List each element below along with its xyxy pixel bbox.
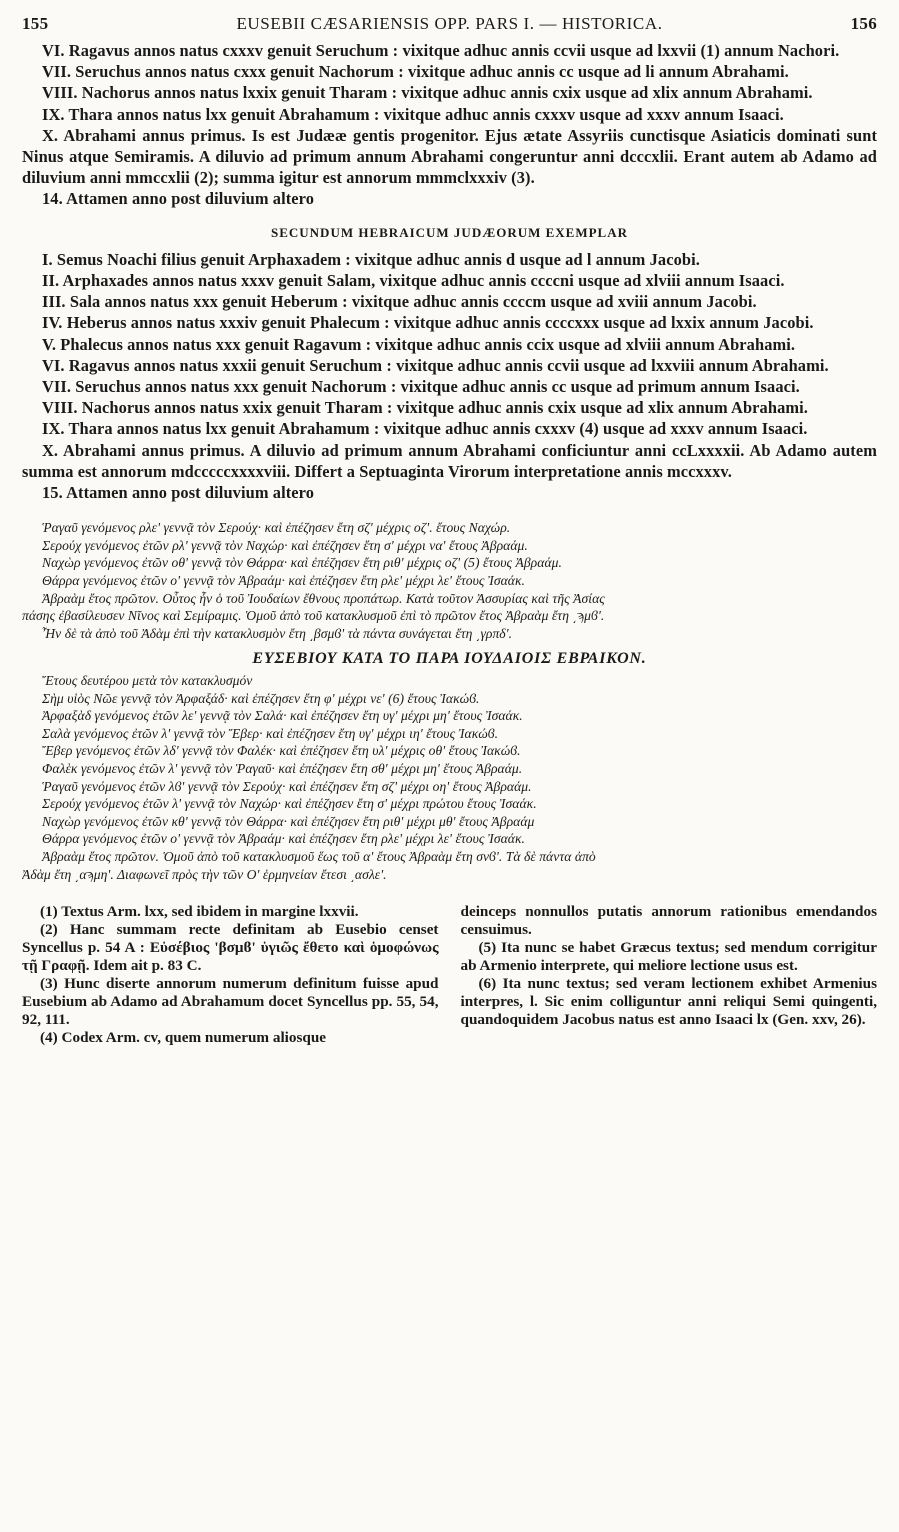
greek-line: Ἀβραὰμ ἔτος πρῶτον. Οὗτος ἦν ὁ τοῦ Ἰουδαίων ἔθνους προπάτωρ. Κατὰ τοῦτον Ἀσσυρίας καὶ τῆς Ἀσίας (42, 590, 605, 606)
latin-paragraph: IV. Heberus annos natus xxxiv genuit Phalecum : vixitque adhuc annis ccccxxx usque ad lxxix annum Jacobi. (42, 313, 814, 333)
latin-paragraph: I. Semus Noachi filius genuit Arphaxadem : vixitque adhuc annis d usque ad l annum Jacobi. (42, 249, 700, 269)
running-title: EUSEBII CÆSARIENSIS OPP. PARS I. — HISTORICA. (236, 14, 663, 33)
latin-paragraph: VII. Seruchus annos natus xxx genuit Nachorum : vixitque adhuc annis cc usque ad primum annum Isaaci. (42, 377, 800, 397)
footnote: (1) Textus Arm. lxx, sed ibidem in margine lxxvii. (40, 903, 359, 921)
latin-paragraph: VI. Ragavus annos natus xxxii genuit Seruchum : vixitque adhuc annis ccvii usque ad lxxviii annum Abrahami. (42, 355, 829, 375)
right-page-number: 156 (850, 14, 877, 33)
latin-paragraph: III. Sala annos natus xxx genuit Heberum : vixitque adhuc annis ccccm usque ad xviii annum Jacobi. (42, 292, 757, 312)
greek-line: Ἔβερ γενόμενος ἐτῶν λδ' γεννᾷ τὸν Φαλέκ· καὶ ἐπέζησεν ἔτη υλ' μέχρις οθ' ἔτους Ἰακώϐ. (42, 743, 521, 759)
latin-paragraph: X. Abrahami annus primus. A diluvio ad primum annum Abrahami conficiuntur anni ccLxxxxii. Ab Adamo autem summa est annorum mdcccccxxxxviii. Differt a Septuaginta Virorum interpretatione annis mccxxxv. (22, 440, 877, 481)
footnotes (22, 903, 877, 1047)
greek-line: Θάρρα γενόμενος ἐτῶν ο' γεννᾷ τὸν Ἀβραάμ· καὶ ἐπέζησεν ἔτη ρλε' μέχρι λε' ἔτους Ἰσαάκ. (42, 831, 525, 847)
latin-paragraph: 15. Attamen anno post diluvium altero (42, 483, 315, 503)
greek-line: Ῥαγαῦ γενόμενος ἐτῶν λϐ' γεννᾷ τὸν Σερούχ· καὶ ἐπέζησεν ἔτη σζ' μέχρι οη' ἔτους Ἀβραάμ. (42, 778, 532, 794)
latin-paragraph: IX. Thara annos natus lxx genuit Abrahamum : vixitque adhuc annis cxxxv usque ad xxxv annum Isaaci. (42, 104, 784, 124)
greek-line: Ῥαγαῦ γενόμενος ρλε' γεννᾷ τὸν Σερούχ· καὶ ἐπέζησεν ἔτη σζ' μέχρις οζ'. ἔτους Ναχώρ. (42, 520, 511, 536)
left-page-number: 155 (22, 14, 49, 33)
greek-line: Σαλὰ γενόμενος ἐτῶν λ' γεννᾷ τὸν Ἔβερ· καὶ ἐπέζησεν ἔτη υγ' μέχρι ιη' ἔτους Ἰακώϐ. (42, 725, 499, 741)
running-header (22, 14, 877, 40)
greek-line: Ἔτους δευτέρου μετὰ τὸν κατακλυσμόν (42, 673, 253, 689)
greek-line: Ἦν δὲ τὰ ἀπὸ τοῦ Ἀδὰμ ἐπὶ τὴν κατακλυσμὸν ἔτη ͵βσμϐ' τὰ πάντα συνάγεται ἔτη ͵γρπδ'. (42, 625, 513, 641)
greek-section-title: ΕΥΣΕΒΙΟΥ ΚΑΤΑ ΤΟ ΠΑΡΑ ΙΟΥΔΑΙΟΙΣ ΕΒΡΑΙΚΟΝ. (252, 650, 647, 668)
latin-paragraph: IX. Thara annos natus lxx genuit Abrahamum : vixitque adhuc annis cxxxv (4) usque ad xxxv annum Isaaci. (42, 419, 808, 439)
greek-line: Ἀδὰμ ἔτη ͵αϡμη'. Διαφωνεῖ πρὸς τὴν τῶν Ο' ἑρμηνείαν ἔτεσι ͵ασλε'. (22, 866, 387, 882)
greek-line: Θάρρα γενόμενος ἐτῶν ο' γεννᾷ τὸν Ἀβραάμ· καὶ ἐπέζησεν ἔτη ρλε' μέχρι λε' ἔτους Ἰσαάκ. (42, 573, 525, 589)
greek-line: Ἀβραὰμ ἔτος πρῶτον. Ὁμοῦ ἀπὸ τοῦ κατακλυσμοῦ ἕως τοῦ α' ἔτους Ἀβραὰμ ἔτη σνϐ'. Τὰ δὲ πάντα ἀπὸ (42, 848, 596, 864)
greek-line: Σὴμ υἱὸς Νῶε γεννᾷ τὸν Ἀρφαξάδ· καὶ ἐπέζησεν ἔτη φ' μέχρι νε' (6) ἔτους Ἰακώϐ. (42, 690, 480, 706)
greek-line: Σερούχ γενόμενος ἐτῶν ρλ' γεννᾷ τὸν Ναχώρ· καὶ ἐπέζησεν ἔτη σ' μέχρι να' ἔτους Ἀβραάμ. (42, 537, 528, 553)
footnote: (4) Codex Arm. cv, quem numerum aliosque (40, 1029, 327, 1047)
footnote: (2) Hanc summam recte definitam ab Eusebio censet Syncellus p. 54 A : Εὐσέβιος 'βσμϐ' ὑγιῶς ἔθετο καὶ ὁμοφώνως τῇ Γραφῇ. Idem ait p. 83 C. (22, 921, 439, 975)
greek-text (22, 519, 877, 883)
latin-paragraph: 14. Attamen anno post diluvium altero (42, 189, 315, 209)
greek-line: Ἀρφαξὰδ γενόμενος ἐτῶν λε' γεννᾷ τὸν Σαλά· καὶ ἐπέζησεν ἔτη υγ' μέχρι μη' ἔτους Ἰσαάκ. (42, 708, 523, 724)
greek-line: Φαλὲκ γενόμενος ἐτῶν λ' γεννᾷ τὸν Ῥαγαῦ· καὶ ἐπέζησεν ἔτη σθ' μέχρι μη' ἔτους Ἀβραάμ. (42, 760, 523, 776)
latin-paragraph: X. Abrahami annus primus. Is est Judææ gentis progenitor. Ejus ætate Assyriis cunctisque Asiaticis dominati sunt Ninus atque Semiramis. A diluvio ad primum annum Abrahami congeruntur anni dcccxlii. Erant autem ab Adamo ad diluvium anni mmccxlii (2); summa igitur est annorum mmmclxxxiv (3). (22, 125, 877, 188)
latin-paragraph: VIII. Nachorus annos natus lxxix genuit Tharam : vixitque adhuc annis cxix usque ad xlix annum Abrahami. (42, 83, 813, 103)
footnotes-left-column (22, 903, 439, 1047)
footnote: deinceps nonnullos putatis annorum rationibus emendandos censuimus. (460, 903, 877, 939)
latin-paragraph: VI. Ragavus annos natus cxxxv genuit Seruchum : vixitque adhuc annis ccvii usque ad lxxvii (1) annum Nachori. (42, 41, 840, 60)
latin-paragraph: V. Phalecus annos natus xxx genuit Ragavum : vixitque adhuc annis ccix usque ad xlviii annum Abrahami. (42, 334, 796, 354)
footnote: (3) Hunc diserte annorum numerum definitum fuisse apud Eusebium ab Adamo ad Abrahamum docet Syncellus pp. 55, 54, 92, 111. (22, 975, 439, 1029)
latin-paragraph: VII. Seruchus annos natus cxxx genuit Nachorum : vixitque adhuc annis cc usque ad li annum Abrahami. (42, 62, 789, 82)
greek-line: πάσης ἐβασίλευσεν Νῖνος καὶ Σεμίραμις. Ὁμοῦ ἀπὸ τοῦ κατακλυσμοῦ ἐπὶ τὸ πρῶτον ἔτος Ἀβραὰμ ἔτη ͵ϡμϐ'. (22, 608, 605, 624)
latin-text (22, 40, 877, 503)
footnote: (5) Ita nunc se habet Græcus textus; sed mendum corrigitur ab Armenio interprete, qui meliore lectione usus est. (460, 939, 877, 975)
greek-line: Ναχὼρ γενόμενος ἐτῶν κθ' γεννᾷ τὸν Θάρρα· καὶ ἐπέζησεν ἔτη ριθ' μέχρι μθ' ἔτους Ἀβραάμ (42, 813, 535, 829)
footnote: (6) Ita nunc textus; sed veram lectionem exhibet Armenius interpres, l. Sic enim colliguntur anni reliqui Semi quingenti, quandoquidem Jacobus natus est anno Isaaci lx (Gen. xxv, 26). (460, 975, 877, 1029)
greek-line: Σερούχ γενόμενος ἐτῶν λ' γεννᾷ τὸν Ναχώρ· καὶ ἐπέζησεν ἔτη σ' μέχρι πρώτου ἔτους Ἰσαάκ. (42, 796, 537, 812)
latin-paragraph: VIII. Nachorus annos natus xxix genuit Tharam : vixitque adhuc annis cxix usque ad xlix annum Abrahami. (42, 398, 808, 418)
footnotes-right-column (461, 903, 878, 1047)
section-heading: SECUNDUM HEBRAICUM JUDÆORUM EXEMPLAR (270, 224, 629, 240)
latin-paragraph: II. Arphaxades annos natus xxxv genuit Salam, vixitque adhuc annis ccccni usque ad xlviii annum Isaaci. (42, 271, 785, 291)
greek-line: Ναχὼρ γενόμενος ἐτῶν οθ' γεννᾷ τὸν Θάρρα· καὶ ἐπέζησεν ἔτη ριθ' μέχρις οζ' (5) ἔτους Ἀβραάμ. (42, 555, 562, 571)
